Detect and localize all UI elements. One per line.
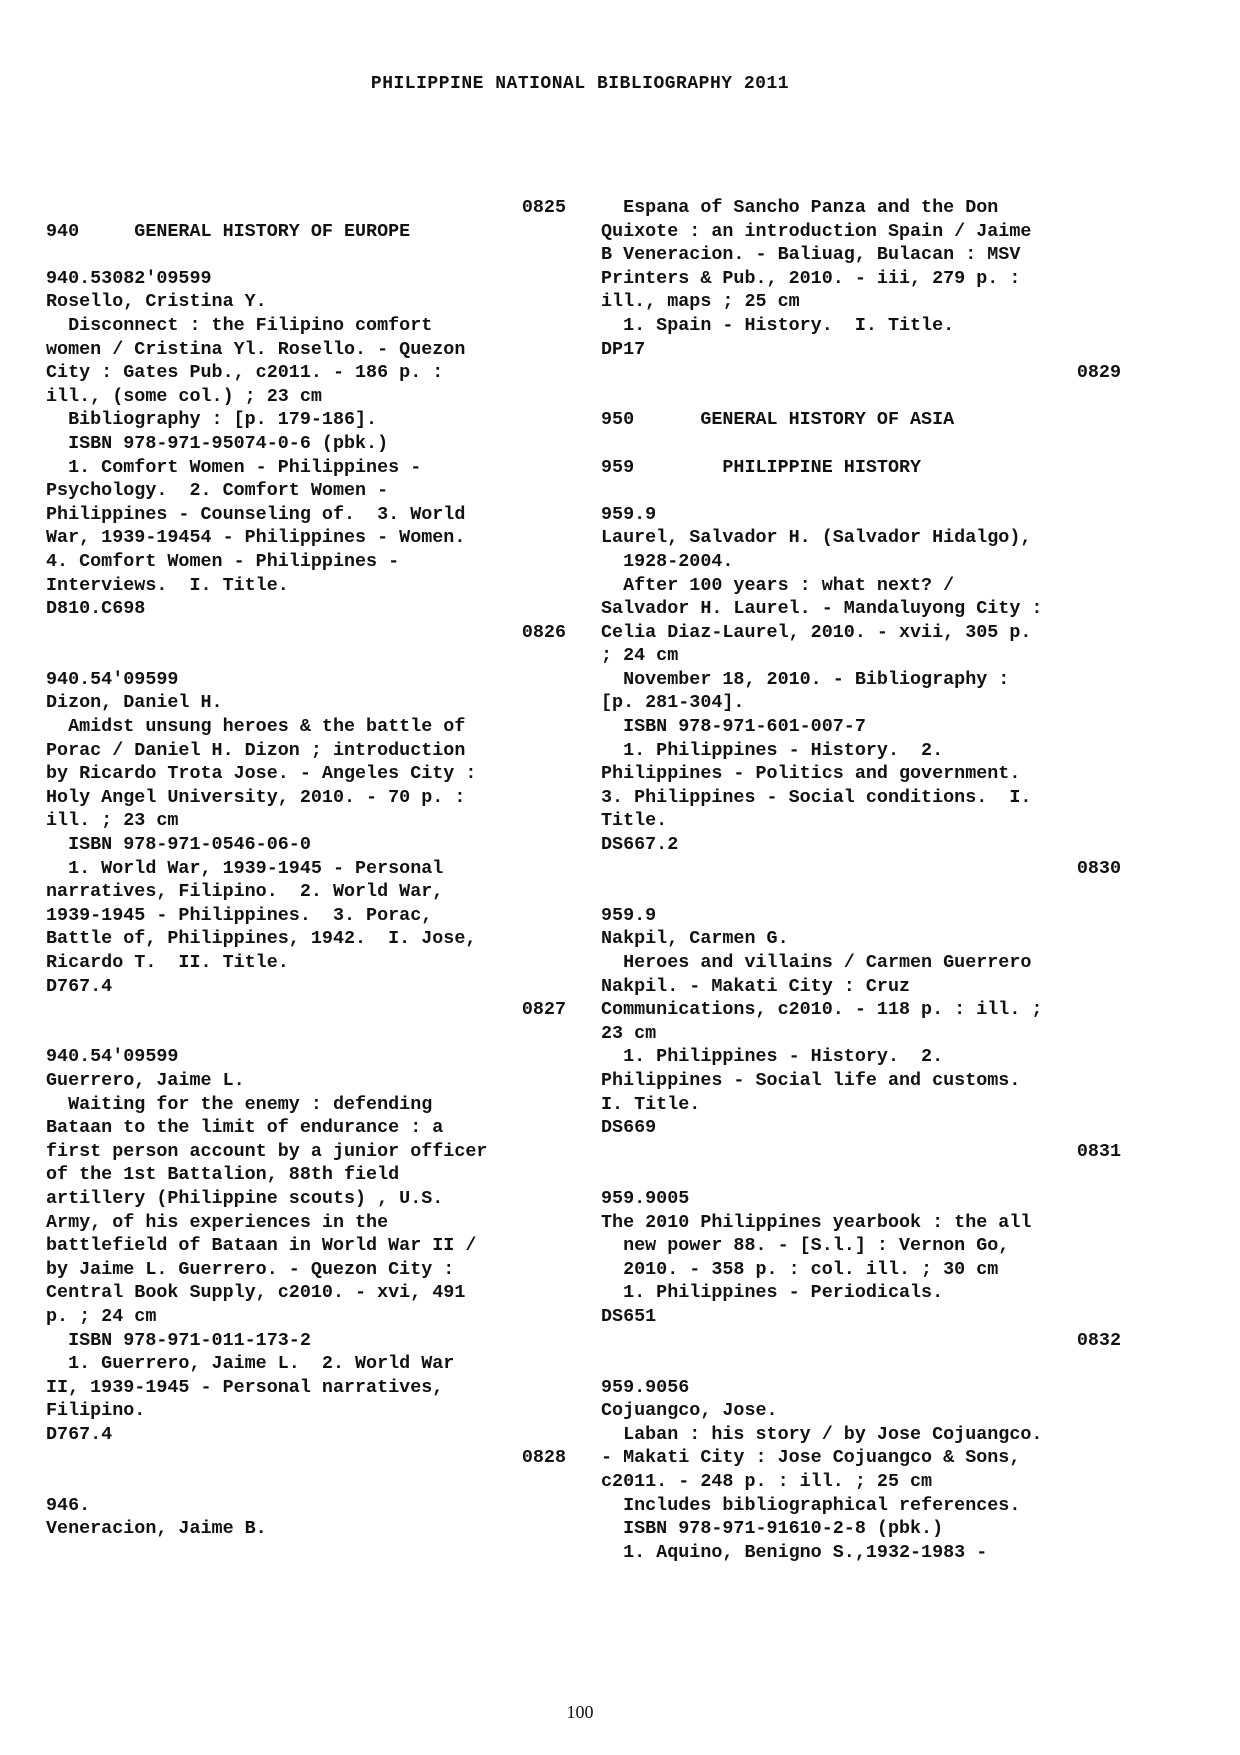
entry-line: Ricardo T. II. Title. [46,952,289,973]
entry-line: ; 24 cm [601,645,679,667]
entry-line: narratives, Filipino. 2. World War, [46,881,444,903]
entry-line: Bibliography : [p. 179-186]. [46,409,378,431]
entry-line: ill., (some col.) ; 23 cm [46,385,322,407]
entry-number: 0826 [521,621,566,643]
entry-line: ISBN 978-971-91610-2-8 (pbk.) [601,1518,944,1540]
entry-line: 959.9 [601,503,657,525]
entry-line: c2011. - 248 p. : ill. ; 25 cm [601,1471,933,1493]
entry-line: of the 1st Battalion, 88th field [46,1164,400,1186]
entry-line: women / Cristina Yl. Rosello. - Quezon [46,338,466,360]
entry-line: I. Title. [601,1093,701,1115]
entry-line: ISBN 978-971-011-173-2 [46,1329,311,1351]
entry-line: Battle of, Philippines, 1942. I. Jose, [46,928,477,950]
entry-line: Amidst unsung heroes & the battle of [46,716,466,738]
entry-line [601,880,1121,904]
entry-line: November 18, 2010. - Bibliography : [601,668,1010,690]
entry-line: Bataan to the limit of endurance : a [46,1117,444,1139]
entry-number: 0825 [521,197,566,218]
entry-line: Dizon, Daniel H. [46,692,223,714]
entry-number: 0828 [521,1447,566,1469]
entry-line: 23 cm [601,1022,657,1044]
entry-line: 1. Philippines - Periodicals. [601,1282,944,1304]
entry-line: battlefield of Bataan in World War II / [46,1235,477,1257]
entry-line: 1. Spain - History. I. Title. [601,314,955,336]
entry-line [46,1022,566,1046]
entry-line: D810.C698 [46,598,146,620]
entry-line [601,479,1121,503]
entry-line: Quixote : an introduction Spain / Jaime [601,220,1032,242]
entry-line: Heroes and villains / Carmen Guerrero [601,952,1032,973]
entry-line: ISBN 978-971-0546-06-0 [46,834,311,856]
entry-line: DS651 [601,1305,657,1327]
entry-line [601,1163,1121,1187]
entry-line: new power 88. - [S.l.] : Vernon Go, [601,1235,1010,1257]
entry-line: 1. Comfort Women - Philippines - [46,456,422,478]
entry-line: 1. Aquino, Benigno S.,1932-1983 - [601,1541,988,1563]
entry-line: Holy Angel University, 2010. - 70 p. : [46,786,466,808]
entry-line: - Makati City : Jose Cojuangco & Sons, [601,1447,1021,1469]
entry-line: 950 GENERAL HISTORY OF ASIA [601,409,955,431]
entry-line: Printers & Pub., 2010. - iii, 279 p. : [601,267,1021,289]
entry-line: 940 GENERAL HISTORY OF EUROPE [46,220,411,242]
entry-number: 0831 [1076,1140,1121,1162]
entry-line: B Veneracion. - Baliuag, Bulacan : MSV [601,244,1021,266]
entry-line [601,1352,1121,1376]
entry-line: 1. Philippines - History. 2. [601,1046,944,1068]
entry-number: 0829 [1076,362,1121,384]
entry-line [46,644,566,668]
entry-line: Rosello, Cristina Y. [46,291,267,313]
entry-line [46,1470,566,1494]
entry-line: Laurel, Salvador H. (Salvador Hidalgo), [601,527,1032,549]
page-title: PHILIPPINE NATIONAL BIBLIOGRAPHY 2011 [370,74,790,94]
entry-line: artillery (Philippine scouts) , U.S. [46,1187,444,1209]
entry-line: D767.4 [46,975,113,997]
entry-line: 1. Philippines - History. 2. [601,739,944,761]
entry-line [601,432,1121,456]
entry-line: ISBN 978-971-95074-0-6 (pbk.) [46,432,389,454]
entry-line: Psychology. 2. Comfort Women - [46,480,389,502]
entry-line [46,243,566,267]
entry-line: Central Book Supply, c2010. - xvi, 491 [46,1282,466,1304]
entry-line: 940.53082'09599 [46,267,212,289]
entry-line: 1. World War, 1939-1945 - Personal [46,857,444,879]
entry-line: II, 1939-1945 - Personal narratives, [46,1376,444,1398]
entry-line: Laban : his story / by Jose Cojuangco. [601,1423,1043,1445]
entry-line: After 100 years : what next? / [601,574,955,596]
entry-number: 0827 [521,999,566,1021]
entry-line: 1. Guerrero, Jaime L. 2. World War [46,1353,455,1375]
entry-line: Porac / Daniel H. Dizon ; introduction [46,739,466,761]
entry-line: Disconnect : the Filipino comfort [46,314,433,336]
entry-line: Celia Diaz-Laurel, 2010. - xvii, 305 p. [601,621,1032,643]
entry-line: Veneracion, Jaime B. [46,1518,267,1540]
entry-line [601,385,1121,409]
entry-line: 1939-1945 - Philippines. 3. Porac, [46,904,433,926]
entry-number: 0832 [1076,1329,1121,1351]
entry-line: Nakpil. - Makati City : Cruz [601,975,911,997]
entry-line: Philippines - Social life and customs. [601,1069,1021,1091]
entry-line: 2010. - 358 p. : col. ill. ; 30 cm [601,1258,999,1280]
entry-line: D767.4 [46,1423,113,1445]
entry-line: by Jaime L. Guerrero. - Quezon City : [46,1258,455,1280]
entry-line: 940.54'09599 [46,668,179,690]
entry-line: 1928-2004. [601,550,734,572]
entry-line: Army, of his experiences in the [46,1211,389,1233]
entry-line: 959 PHILIPPINE HISTORY [601,456,922,478]
entry-line: ISBN 978-971-601-007-7 [601,716,866,738]
entry-line: 4. Comfort Women - Philippines - [46,550,400,572]
entry-line: Nakpil, Carmen G. [601,928,789,950]
entry-line: Communications, c2010. - 118 p. : ill. ; [601,999,1043,1021]
page-number: 100 [566,1702,594,1722]
entry-line: Cojuangco, Jose. [601,1400,778,1422]
entry-number: 0830 [1076,857,1121,879]
right-column [601,196,1121,1564]
entry-line: War, 1939-19454 - Philippines - Women. [46,527,466,549]
entry-line: 940.54'09599 [46,1046,179,1068]
left-column [46,196,566,1541]
entry-line: City : Gates Pub., c2011. - 186 p. : [46,362,444,384]
entry-line: by Ricardo Trota Jose. - Angeles City : [46,763,477,785]
entry-line: 959.9056 [601,1376,690,1398]
entry-line: Espana of Sancho Panza and the Don [601,197,999,218]
entry-line: Guerrero, Jaime L. [46,1069,245,1091]
entry-line: Salvador H. Laurel. - Mandaluyong City : [601,598,1043,620]
entry-line: DS669 [601,1117,657,1139]
entry-line: 959.9 [601,904,657,926]
entry-line: Philippines - Politics and government. [601,763,1021,785]
entry-line: first person account by a junior officer [46,1140,488,1162]
entry-line: Interviews. I. Title. [46,574,289,596]
entry-line: 3. Philippines - Social conditions. I. [601,786,1032,808]
entry-line: Includes bibliographical references. [601,1494,1021,1516]
entry-line: Waiting for the enemy : defending [46,1093,433,1115]
entry-line: Title. [601,810,668,832]
entry-line: 946. [46,1494,91,1516]
entry-line: [p. 281-304]. [601,692,745,714]
entry-line: Philippines - Counseling of. 3. World [46,503,466,525]
entry-line: DS667.2 [601,834,679,856]
entry-line: DP17 [601,338,646,360]
entry-line: 959.9005 [601,1187,690,1209]
entry-line: The 2010 Philippines yearbook : the all [601,1211,1032,1233]
entry-line: ill., maps ; 25 cm [601,291,800,313]
entry-line: ill. ; 23 cm [46,810,179,832]
entry-line: Filipino. [46,1400,146,1422]
entry-line: p. ; 24 cm [46,1305,157,1327]
